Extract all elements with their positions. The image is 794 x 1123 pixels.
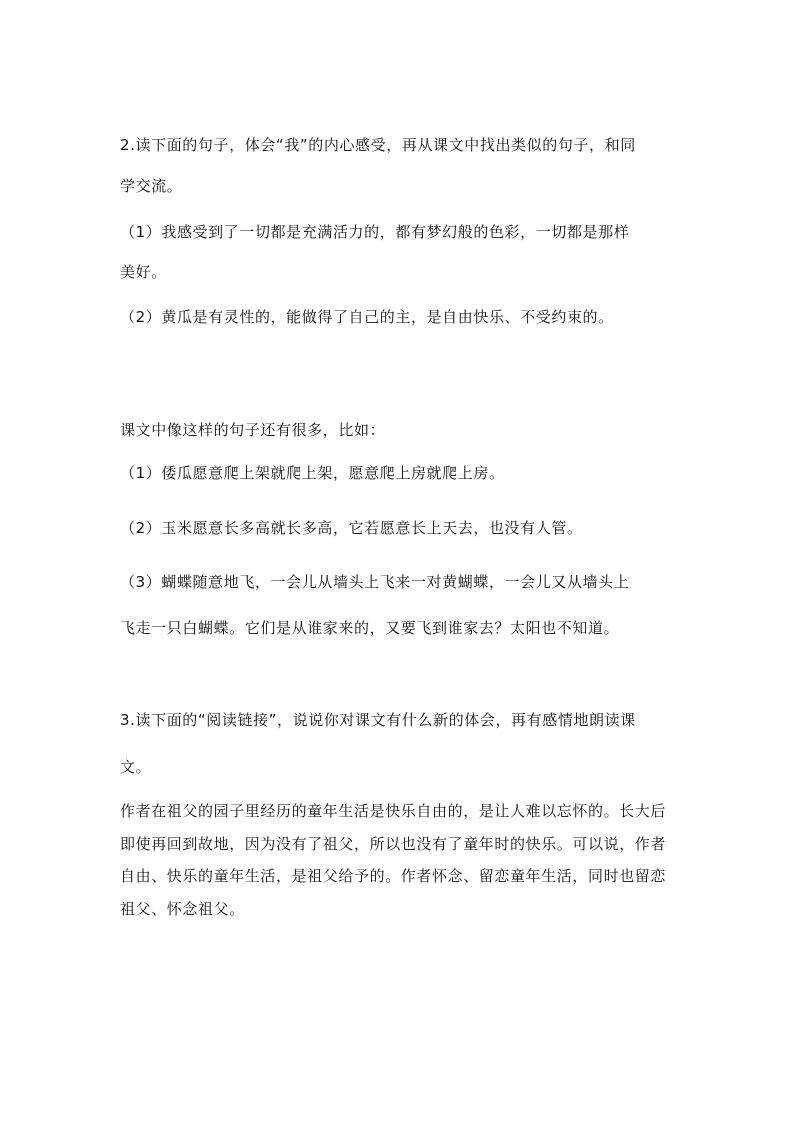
answer-2-intro: 课文中像这样的句子还有很多，比如： [120,421,386,439]
example-3-line-2: 飞走一只白蝴蝶。它们是从谁家来的，又要飞到谁家去？太阳也不知道。 [120,619,620,637]
example-1: （1）倭瓜愿意爬上架就爬上架，愿意爬上房就爬上房。 [120,464,505,482]
example-2: （2）玉米愿意长多高就长多高，它若愿意长上天去，也没有人管。 [120,519,583,537]
question-3-line-2: 文。 [120,758,152,776]
sentence-2: （2）黄瓜是有灵性的，能做得了自己的主，是自由快乐、不受约束的。 [120,308,614,326]
question-2-line-2: 学交流。 [120,177,183,195]
sentence-1-line-1: （1）我感受到了一切都是充满活力的，都有梦幻般的色彩，一切都是那样 [120,223,630,241]
sentence-1-line-2: 美好。 [120,263,167,281]
question-2-line-1: 2.读下面的句子，体会“我”的内心感受，再从课文中找出类似的句子，和同 [120,136,636,154]
example-3-line-1: （3）蝴蝶随意地飞，一会儿从墙头上飞来一对黄蝴蝶，一会儿又从墙头上 [120,573,630,591]
answer-3-paragraph: 作者在祖父的园子里经历的童年生活是快乐自由的，是让人难以忘怀的。长大后即使再回到故地，因为没有了祖父，所以也没有了童年时的快乐。可以说，作者自由、快乐的童年生活，是祖父给予的。作者怀念、留恋童年生活，同时也留恋祖父、怀念祖父。 [120,802,667,918]
question-3-line-1: 3.读下面的“阅读链接”，说说你对课文有什么新的体会，再有感情地朗读课 [120,711,636,729]
